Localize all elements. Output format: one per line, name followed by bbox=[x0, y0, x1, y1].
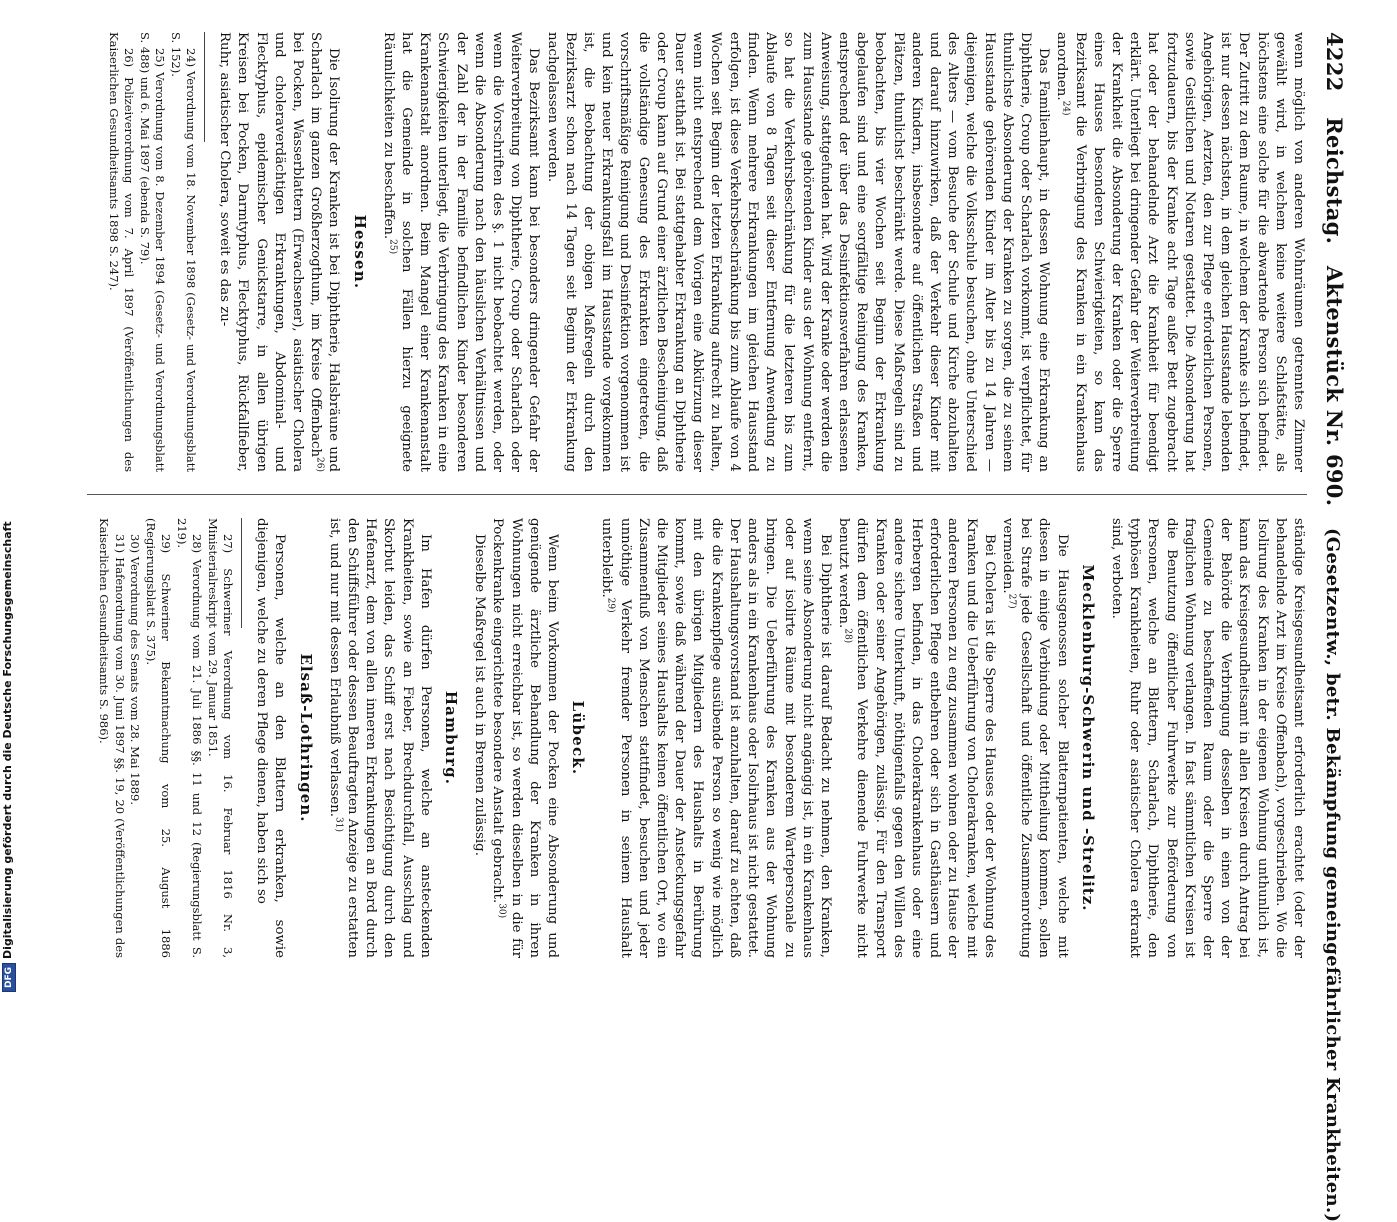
section-heading-luebeck: Lübeck. bbox=[569, 700, 588, 776]
footnote: 31) Hafenordnung vom 30. Juni 1897 §§. 19, 20 (Veröffentlichungen des Kaiserlichen Gesundheitsamts S. 986). bbox=[97, 518, 127, 958]
paragraph: Wenn beim Vorkommen der Pocken eine Absonderung und genügende ärztliche Behandlung der Kranken in ihren Wohnungen nicht erreichbar ist, so werden dieselben in die für Pockenkranke eingerichtete besondere Anstalt gebracht.$^{30)}$ bbox=[490, 518, 561, 958]
paragraph: Das Bezirksamt kann bei besonders dringender Gefahr der Weiterverbreitung von Diphtherie, Croup oder Scharlach oder wenn die Vorschriften des §. 1 nicht beobachtet werden, oder wenn die Absonderung nach den häuslichen Verhältnissen und der Zahl der in der Familie befindlichen Kinder besonderen Schwierigkeiten unterliegt, die Verbringung des Kranken in eine Krankenanstalt anordnen. Beim Mangel einer Krankenanstalt hat die Gemeinde in solchen Fällen hierzu geeignete Räumlichkeiten zu beschaffen.$^{25)}$ bbox=[380, 32, 542, 472]
footnote: 26) Polizeiverordnung vom 7. April 1897 (Veröffentlichungen des Kaiserlichen Gesundheitsamts 1898 S. 247). bbox=[106, 32, 137, 472]
section-heading-hamburg: Hamburg. bbox=[442, 690, 461, 786]
paragraph: ständige Kreisgesundheitsamt erforderlich erachtet (oder der behandelnde Arzt im Kreise Offenbach), vorgeschrieben. Wo die Isolirung des Kranken in der eigenen Wohnung unthunlich ist, kann das Kreisgesundheitsamt in allen Kreisen durch Antrag bei der Behörde die Verbringung desselben in einen von der Gemeinde zu beschaffenden Raum oder die Sperre der fraglichen Wohnung verlangen. In fast sämmtlichen Kreisen ist die Benutzung öffentlicher Fuhrwerke zur Beförderung von Personen, welche an Blattern, Scharlach, Diphtherie, den typhösen Krankheiten, Ruhr oder asiatischer Cholera erkrankt sind, verboten. bbox=[1108, 518, 1306, 958]
footnote: 25) Verordnung vom 8. Dezember 1894 (Gesetz- und Verordnungsblatt S. 488) und 6. Mai 1897 (ebenda S. 79). bbox=[137, 32, 168, 472]
paragraph: Bei Cholera ist die Sperre des Hauses oder der Wohnung des Kranken und die Ueberführung von Cholerakranken, welche mit anderen Personen zu eng zusammen wohnen oder zu Hause der erforderlichen Pflege entbehren oder sich in Gasthäusern und Herbergen befinden, in das Cholerakrankenhaus oder eine andere sichere Unterkunft, nöthigenfalls gegen den Willen des Kranken oder seiner Angehörigen, zulässig. Für den Transport dürfen dem öffentlichen Verkehre dienende Fuhrwerke nicht benutzt werden.$^{28)}$ bbox=[836, 518, 997, 958]
section-heading-hessen: Hessen. bbox=[350, 214, 369, 290]
footnote-rule bbox=[204, 32, 205, 142]
footnote: 29) Schweriner Bekanntmachung vom 25. August 1886 (Regierungsblatt S. 375). bbox=[143, 518, 174, 958]
page-header bbox=[1315, 32, 1353, 1222]
page-number: 4222 bbox=[1322, 32, 1347, 92]
column-divider bbox=[87, 494, 1307, 495]
paragraph: Personen, welche an den Blattern erkranken, sowie diejenigen, welche zu deren Pflege dienen, haben sich so bbox=[254, 518, 288, 958]
header-subtitle: (Gesetzentw., betr. Bekämpfung gemeingefährlicher Krankheiten.) bbox=[1322, 527, 1343, 1222]
paragraph: Dieselbe Maßregel ist auch in Bremen zulässig. bbox=[472, 534, 488, 856]
footnote: 28) Verordnung vom 21. Juli 1886 §§. 11 und 12 (Regierungsblatt S. 219). bbox=[174, 518, 205, 958]
footnote: 24) Verordnung vom 18. November 1898 (Gesetz- und Verordnungsblatt S. 152). bbox=[168, 32, 199, 472]
paragraph: Das Familienhaupt, in dessen Wohnung eine Erkrankung an Diphtherie, Croup oder Scharlach vorkommt, ist verpflichtet, für thunlichste Absonderung der Kranken zu sorgen, die zu seinem Hausstande gehörenden Kinder im Alter bis zu 14 Jahren — diejenigen, welche die Volksschule besuchen, ohne Unterschied des Alters — vom Besuche der Schule und Kirche abzuhalten und darauf hinzuwirken, daß der Verkehr dieser Kinder mit anderen Kindern, insbesondere auf öffentlichen Straßen und Plätzen, thunlichst beschränkt werde. Diese Maßregeln sind zu beobachten, bis vier Wochen seit Beginn der Erkrankung abgelaufen sind und eine sorgfältige Reinigung des Kranken, entsprechend der über das Desinfektionsverfahren erlassenen Anweisung, stattgefunden hat. Wird der Kranke oder werden die zum Hausstande gehörenden Kinder aus der Wohnung entfernt, so hat die Verkehrsbeschränkung für die letzteren bis zum Ablaufe von 8 Tagen seit dieser Entfernung Anwendung zu finden. Wenn mehrere Erkrankungen im gleichen Hausstand erfolgen, ist diese Verkehrsbeschränkung bis zum Ablaufe von 4 Wochen seit Beginn der letzten Erkrankung aufrecht zu halten, wenn nicht entsprechend dem Vorigen eine Abkürzung dieser Dauer statthaft ist. Bei stattgehabter Erkrankung an Diphtherie oder Croup kann auf Grund einer ärztlichen Bescheinigung, daß die vollständige Genesung des Erkrankten eingetreten, die vorschriftsmäßige Reinigung und Desinfektion vorgenommen ist und kein neuer Erkrankungsfall im Hausstande vorgekommen ist, die Beobachtung der obigen Maßregeln durch den Bezirksarzt schon nach 14 Tagen seit Beginn der Erkrankung nachgelassen werden. bbox=[544, 32, 1052, 472]
footnote: 30) Verordnung des Senats vom 28. Mai 1889. bbox=[128, 534, 143, 806]
paragraph: Die Hausgenossen solcher Blatternpatienten, welche mit diesen in einige Verbindung oder Mittheilung kommen, sollen bei Strafe jede Gesellschaft und öffentliche Zusammenrottung vermeiden.$^{27)}$ bbox=[999, 518, 1070, 958]
paragraph: Im Hafen dürfen Personen, welche an ansteckenden Krankheiten, sowie an Fieber, Brechdurchfall, Ausschlag und Skorbut leiden, das Schiff erst nach Besichtigung durch den Hafenarzt, dem von allen inneren Erkrankungen an Bord durch den Schiffsführer oder dessen Beauftragten Anzeige zu erstatten ist, und nur mit dessen Erlaubniß verlassen.$^{31)}$ bbox=[326, 518, 433, 958]
document-number: Aktenstück Nr. 690. bbox=[1322, 265, 1347, 507]
paragraph: wenn möglich von anderen Wohnräumen getrenntes Zimmer gewählt wird, in welchem keine weitere Schlafstätte, als höchstens eine solche für die abwartende Person sich befindet. Der Zutritt zu dem Raume, in welchem der Kranke sich befindet, ist nur dessen nächsten, in dem gleichen Hausstande lebenden Angehörigen, Aerzten, den zur Pflege erforderlichen Personen, sowie Geistlichen und Notaren gestattet. Die Absonderung hat fortzudauern, bis der Kranke acht Tage außer Bett zugebracht hat oder der behandelnde Arzt die Krankheit für beendigt erklärt. Unterliegt bei dringender Gefahr der Weiterverbreitung der Krankheit die Absonderung der Kranken oder die Sperre eines Hauses besonderen Schwierigkeiten, so kann das Bezirksamt die Verbringung des Kranken in ein Krankenhaus anordnen.$^{24)}$ bbox=[1054, 32, 1306, 472]
section-heading-elsass: Elsaß-Lothringen. bbox=[296, 653, 315, 823]
document-sheet bbox=[73, 32, 1353, 1222]
right-column bbox=[87, 518, 1307, 958]
footnote: 27) Schweriner Verordnung vom 16. Februar 1816 Nr. 3, Ministerialreskript vom 29. Januar 1851. bbox=[205, 518, 236, 958]
paragraph: Die Isolirung der Kranken ist bei Diphtherie, Halsbräune und Scharlach im ganzen Großherzogthum, im Kreise Offenbach$^{26)}$ bei Pocken, Wasserblattern (Erwachsener), asiatischer Cholera und choleraverdächtigen Erkrankungen, Abdominal- und Flecktyphus, epidemischer Genickstarre, in allen übrigen Kreisen bei Pocken, Darmtyphus, Flecktyphus, Rückfallfieber, Ruhr, asiatischer Cholera, soweit es das zu- bbox=[217, 32, 342, 472]
footnotes bbox=[96, 518, 236, 958]
left-column bbox=[87, 32, 1307, 472]
section-heading-mecklenburg: Mecklenburg-Schwerin und -Strelitz. bbox=[1078, 564, 1097, 912]
footnotes bbox=[105, 32, 198, 472]
credit-text: Digitalisierung gefördert durch die Deutsche Forschungsgemeinschaft bbox=[1, 521, 14, 959]
dfg-logo: DFG bbox=[2, 963, 16, 992]
footnote-rule bbox=[241, 518, 242, 628]
digitization-credit bbox=[1, 392, 18, 992]
header-title: Reichstag. bbox=[1322, 117, 1347, 245]
paragraph: Bei Diphtherie ist darauf Bedacht zu nehmen, den Kranken, wenn seine Absonderung nicht angängig ist, in ein Krankenhaus oder auf isolirte Räume mit besonderem Wartepersonale zu bringen. Die Ueberführung des Kranken aus der Wohnung anders als in ein Krankenhaus oder Isolirhaus ist nicht gestattet. Der Haushaltungsvorstand ist anzuhalten, darauf zu achten, daß die die Krankenpflege ausübende Person so wenig wie möglich mit den übrigen Mitgliedern des Haushalts in Berührung kommt, sowie daß während der Dauer der Ansteckungsgefahr die Mitglieder seines Haushalts keinen öffentlichen Ort, wo ein Zusammenfluß von Menschen stattfindet, besuchen und jeder unnöthige Verkehr fremder Personen in seinem Haushalt unterbleibt.$^{29)}$ bbox=[599, 518, 833, 958]
